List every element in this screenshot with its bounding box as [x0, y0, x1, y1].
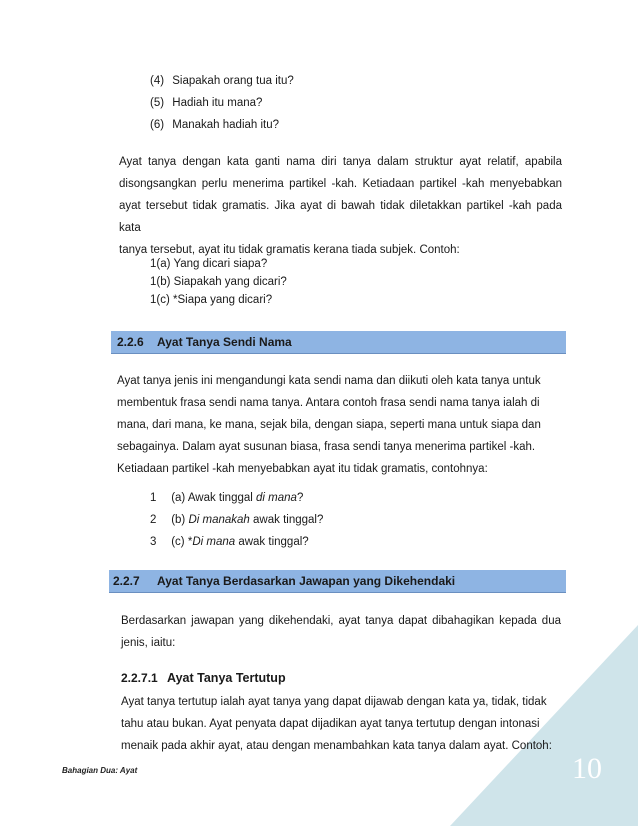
- subsection-number: 2.2.7.1: [121, 671, 158, 685]
- example-text: Siapakah yang dicari?: [173, 276, 287, 288]
- example-line: [150, 97, 262, 109]
- example-line: [150, 258, 267, 270]
- example-number: (4): [150, 75, 165, 87]
- example-text-end: awak tinggal?: [249, 514, 324, 526]
- paragraph-line: sebagainya. Dalam ayat susunan biasa, frasa sendi tanya menerima partikel -kah.: [117, 441, 536, 453]
- example-italic-phrase: di mana: [256, 492, 297, 504]
- example-text: Awak tinggal: [187, 492, 257, 504]
- example-line: [150, 119, 279, 131]
- example-text: *Siapa yang dicari?: [173, 294, 273, 306]
- example-label: (b): [171, 514, 186, 526]
- section-title: Ayat Tanya Sendi Nama: [157, 335, 292, 349]
- paragraph-answer-types: [121, 610, 561, 654]
- paragraph-line: mana, dari mana, ke mana, sejak bila, dengan siapa, seperti mana untuk siapa dan: [117, 419, 541, 431]
- paragraph-line: Ketiadaan partikel -kah menyebabkan ayat itu tidak gramatis, contohnya:: [117, 463, 488, 475]
- example-number: 1(a): [150, 258, 171, 270]
- paragraph-line: menaik pada akhir ayat, atau dengan menambahkan kata tanya dalam ayat. Contoh:: [121, 740, 552, 752]
- example-line: [150, 75, 294, 87]
- paragraph-line: membentuk frasa sendi nama tanya. Antara contoh frasa sendi nama tanya ialah di: [117, 397, 540, 409]
- paragraph-line: Ayat tanya dengan kata ganti nama diri tanya dalam struktur ayat relatif, apabila: [119, 156, 562, 168]
- paragraph-line: disongsangkan perlu menerima partikel -kah. Ketiadaan partikel -kah menyebabkan: [119, 178, 562, 190]
- paragraph-line: Berdasarkan jawapan yang dikehendaki, ayat tanya dapat dibahagikan kepada dua: [121, 615, 561, 627]
- section-heading-2-2-6: [111, 331, 566, 354]
- section-heading-2-2-7: [109, 570, 566, 593]
- paragraph-closed-questions: [121, 691, 566, 757]
- example-number: 1: [150, 492, 157, 504]
- example-text-end: ?: [296, 492, 304, 504]
- footer-chapter-label: Bahagian Dua: Ayat: [62, 766, 138, 775]
- example-label: (a): [171, 492, 186, 504]
- paragraph-relative-questions: [119, 151, 562, 261]
- paragraph-preposition-questions: [117, 370, 557, 480]
- example-line: [150, 492, 303, 504]
- page-number: 10: [572, 752, 602, 785]
- example-text: *: [187, 536, 193, 548]
- example-text-end: awak tinggal?: [235, 536, 309, 548]
- section-number: 2.2.7: [113, 574, 140, 588]
- example-number: 1(b): [150, 276, 171, 288]
- paragraph-line: tahu atau bukan. Ayat penyata dapat dijadikan ayat tanya tertutup dengan intonasi: [121, 718, 540, 730]
- example-text: Siapakah orang tua itu?: [172, 75, 294, 87]
- subsection-heading-2-2-7-1: [121, 671, 286, 685]
- example-italic-phrase: Di manakah: [188, 514, 250, 526]
- example-number: 3: [150, 536, 157, 548]
- example-text: Hadiah itu mana?: [172, 97, 263, 109]
- example-line: [150, 514, 323, 526]
- example-number: 1(c): [150, 294, 170, 306]
- section-title: Ayat Tanya Berdasarkan Jawapan yang Dikehendaki: [157, 574, 456, 588]
- paragraph-line: Ayat tanya jenis ini mengandungi kata sendi nama dan diikuti oleh kata tanya untuk: [117, 375, 541, 387]
- paragraph-line: ayat tersebut tidak gramatis. Jika ayat di bawah tidak diletakkan partikel -kah pada kata: [119, 200, 562, 234]
- example-line: [150, 276, 287, 288]
- example-label: (c): [171, 536, 185, 548]
- paragraph-line: jenis, iaitu:: [121, 637, 176, 649]
- example-line: [150, 294, 272, 306]
- subsection-title: Ayat Tanya Tertutup: [167, 671, 286, 685]
- example-number: (5): [150, 97, 165, 109]
- paragraph-line: Ayat tanya tertutup ialah ayat tanya yang dapat dijawab dengan kata ya, tidak, tidak: [121, 696, 547, 708]
- paragraph-line: tanya tersebut, ayat itu tidak gramatis kerana tiada subjek. Contoh:: [119, 244, 460, 256]
- example-italic-phrase: Di mana: [192, 536, 236, 548]
- example-line: [150, 536, 309, 548]
- example-text: Yang dicari siapa?: [173, 258, 268, 270]
- example-text: Manakah hadiah itu?: [172, 119, 280, 131]
- example-number: (6): [150, 119, 165, 131]
- example-number: 2: [150, 514, 157, 526]
- section-number: 2.2.6: [117, 335, 144, 349]
